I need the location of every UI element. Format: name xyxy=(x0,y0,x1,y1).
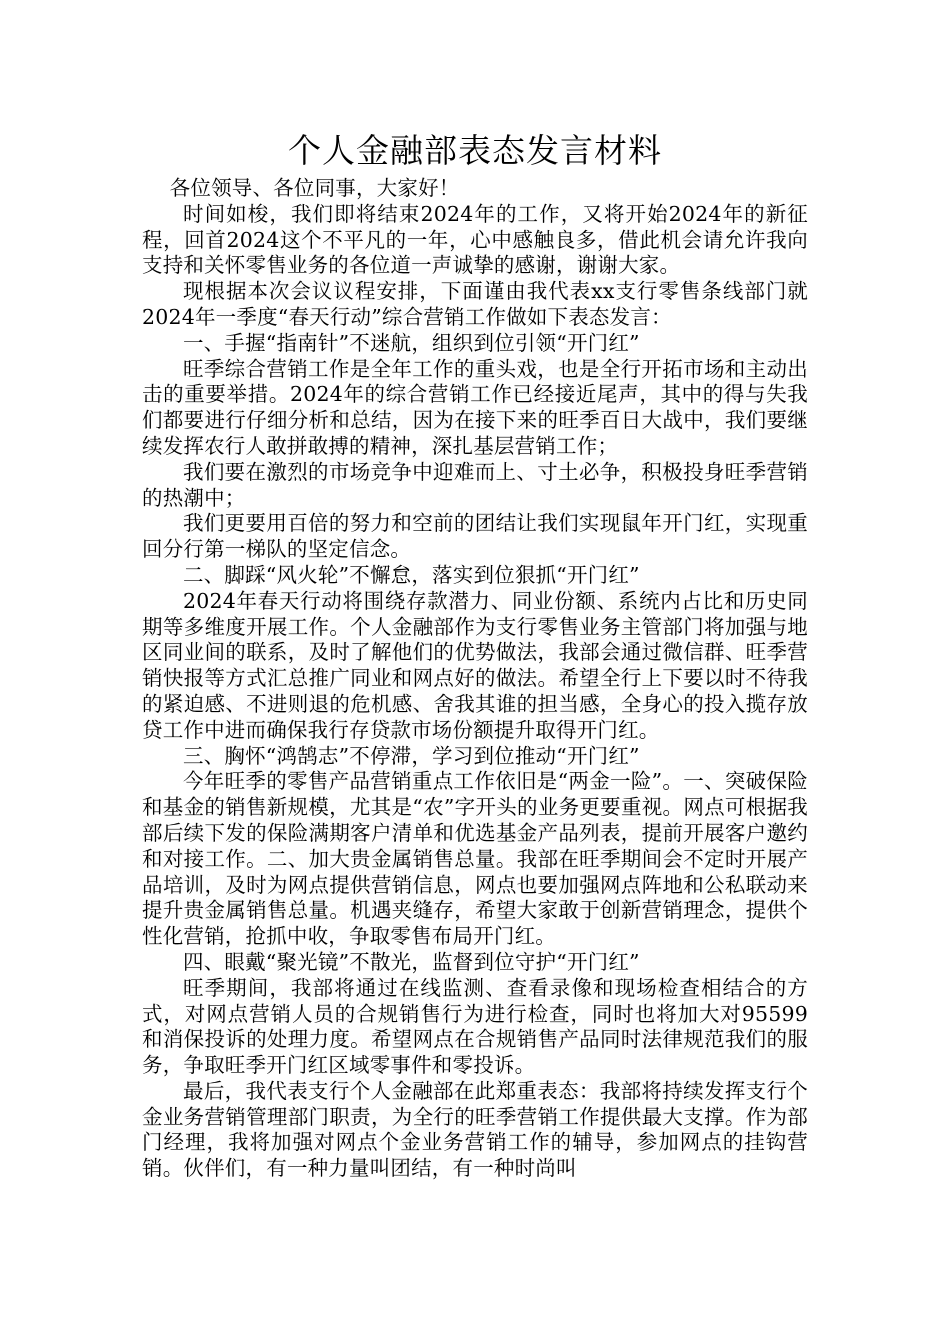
section-3-paragraph: 今年旺季的零售产品营销重点工作依旧是“两金一险”。一、突破保险和基金的销售新规模，尤其是“农”字开头的业务更要重视。网点可根据我部后续下发的保险满期客户清单和优选基金产品列表，提前开展客户邀约和对接工作。二、加大贵金属销售总量。我部在旺季期间会不定时开展产品培训，及时为网点提供营销信息，网点也要加强网点阵地和公私联动来提升贵金属销售总量。机遇夹缝存，希望大家敢于创新营销理念，提供个性化营销，抢抓中收，争取零售布局开门红。 xyxy=(142,769,808,949)
section-heading-3: 三、胸怀“鸿鹄志”不停滞，学习到位推动“开门红” xyxy=(183,743,640,768)
greeting-paragraph: 各位领导、各位同事，大家好！ xyxy=(169,176,460,200)
section-heading-2: 二、脚踩“风火轮”不懈怠，落实到位狠抓“开门红” xyxy=(183,562,640,587)
document-title: 个人金融部表态发言材料 xyxy=(288,131,662,170)
section-1-paragraph-2: 我们要在激烈的市场竞争中迎难而上、寸土必争，积极投身旺季营销的热潮中； xyxy=(142,459,808,510)
section-heading-1: 一、手握“指南针”不迷航，组织到位引领“开门红” xyxy=(183,330,640,355)
section-heading-4: 四、眼戴“聚光镜”不散光，监督到位守护“开门红” xyxy=(183,949,640,974)
agenda-paragraph: 现根据本次会议议程安排，下面谨由我代表xx支行零售条线部门就2024年一季度“春天行动”综合营销工作做如下表态发言： xyxy=(142,279,808,329)
document-page xyxy=(142,128,808,1182)
section-1-paragraph-1: 旺季综合营销工作是全年工作的重头戏，也是全行开拓市场和主动出击的重要举措。2024年的综合营销工作已经接近尾声，其中的得与失我们都要进行仔细分析和总结，因为在接下来的旺季百日大战中，我们要继续发挥农行人敢拼敢搏的精神，深扎基层营销工作； xyxy=(142,356,808,458)
section-2-paragraph: 2024年春天行动将围绕存款潜力、同业份额、系统内占比和历史同期等多维度开展工作。个人金融部作为支行零售业务主管部门将加强与地区同业间的联系，及时了解他们的优势做法，我部会通过微信群、旺季营销快报等方式汇总推广同业和网点好的做法。希望全行上下要以时不待我的紧迫感、不进则退的危机感、舍我其谁的担当感，全身心的投入揽存放贷工作中进而确保我行存贷款市场份额提升取得开门红。 xyxy=(142,588,808,742)
section-4-paragraph: 旺季期间，我部将通过在线监测、查看录像和现场检查相结合的方式，对网点营销人员的合规销售行为进行检查，同时也将加大对95599和消保投诉的处理力度。希望网点在合规销售产品同时法律规范我们的服务，争取旺季开门红区域零事件和零投诉。 xyxy=(142,975,808,1078)
intro-paragraph: 时间如梭，我们即将结束2024年的工作，又将开始2024年的新征程，回首2024这个不平凡的一年，心中感触良多，借此机会请允许我向支持和关怀零售业务的各位道一声诚挚的感谢，谢谢大家。 xyxy=(142,201,808,278)
closing-paragraph: 最后，我代表支行个人金融部在此郑重表态：我部将持续发挥支行个金业务营销管理部门职责，为全行的旺季营销工作提供最大支撑。作为部门经理，我将加强对网点个金业务营销工作的辅导，参加网点的挂钩营销。伙伴们，有一种力量叫团结，有一种时尚叫 xyxy=(142,1078,808,1181)
section-1-paragraph-3: 我们更要用百倍的努力和空前的团结让我们实现鼠年开门红，实现重回分行第一梯队的坚定信念。 xyxy=(142,511,808,562)
